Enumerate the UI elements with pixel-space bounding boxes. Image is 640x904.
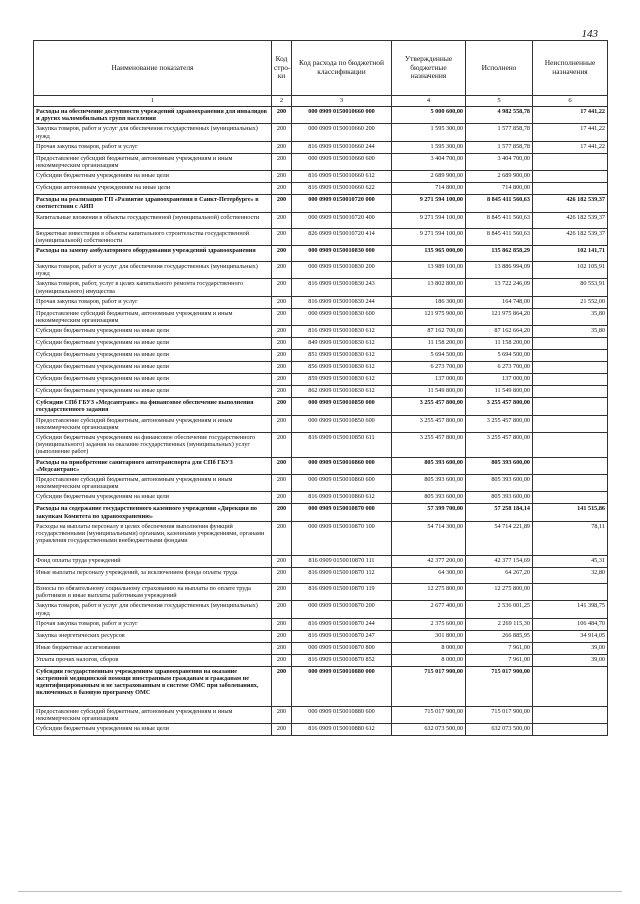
approved-amount-cell: 11 549 800,00	[392, 386, 466, 398]
line-code-cell: 200	[272, 183, 292, 195]
line-code-cell: 200	[272, 706, 292, 723]
approved-amount-cell: 42 377 200,00	[392, 555, 466, 567]
executed-amount-cell: 164 748,00	[466, 296, 533, 308]
line-code-cell: 200	[272, 141, 292, 153]
budget-code-cell: 000 0909 0150010850 600	[292, 415, 392, 432]
line-code-cell: 200	[272, 374, 292, 386]
unexecuted-amount-cell: 35,80	[533, 326, 608, 338]
line-code-cell: 200	[272, 362, 292, 374]
approved-amount-cell: 2 689 900,00	[392, 171, 466, 183]
indicator-name-cell: Субсидии бюджетным учреждениям на финансовое обеспечение государственного (муниципального) задания на оказание государственных (муниципальных) услуг (выполнение работ)	[34, 433, 272, 458]
unexecuted-amount-cell: 21 552,00	[533, 296, 608, 308]
approved-amount-cell: 12 275 800,00	[392, 583, 466, 600]
budget-code-cell: 859 0909 0150010830 612	[292, 374, 392, 386]
unexecuted-amount-cell: 106 484,70	[533, 618, 608, 630]
header-indicator-name: Наименование показателя	[34, 41, 272, 96]
budget-code-cell: 000 0909 0150010660 200	[292, 124, 392, 141]
indicator-name-cell: Расходы на выплаты персоналу в целях обеспечения выполнения функций государственными (муниципальными) органами, казенными учреждениями, органами управления государственными внебюджетными фондами	[34, 521, 272, 555]
executed-amount-cell: 12 275 800,00	[466, 583, 533, 600]
executed-amount-cell: 137 000,00	[466, 374, 533, 386]
table-row	[34, 374, 608, 386]
table-row	[34, 475, 608, 492]
table-row	[34, 415, 608, 432]
indicator-name-cell: Закупка энергетических ресурсов	[34, 630, 272, 642]
executed-amount-cell: 42 377 154,69	[466, 555, 533, 567]
header-executed: Исполнено	[466, 41, 533, 96]
budget-code-cell: 816 0909 0150010830 612	[292, 326, 392, 338]
column-number: 6	[533, 96, 608, 107]
table-row	[34, 706, 608, 723]
approved-amount-cell: 13 802 800,00	[392, 279, 466, 296]
approved-amount-cell: 186 300,00	[392, 296, 466, 308]
budget-code-cell: 816 0909 0150010830 243	[292, 279, 392, 296]
approved-amount-cell: 9 271 594 100,00	[392, 212, 466, 228]
table-row	[34, 326, 608, 338]
unexecuted-amount-cell	[533, 171, 608, 183]
table-row	[34, 492, 608, 504]
approved-amount-cell: 632 073 500,00	[392, 724, 466, 736]
line-code-cell: 200	[272, 654, 292, 666]
executed-amount-cell: 57 258 184,14	[466, 504, 533, 521]
line-code-cell: 200	[272, 350, 292, 362]
unexecuted-amount-cell: 426 182 539,37	[533, 195, 608, 212]
line-code-cell: 200	[272, 583, 292, 600]
unexecuted-amount-cell	[533, 386, 608, 398]
table-row	[34, 171, 608, 183]
indicator-name-cell: Предоставление субсидий бюджетным, автономным учреждениям и иным некоммерческим организациям	[34, 475, 272, 492]
indicator-name-cell: Расходы на обеспечение доступности учреждений здравоохранения для инвалидов и других маломобильных групп населения	[34, 107, 272, 124]
approved-amount-cell: 1 595 300,00	[392, 141, 466, 153]
approved-amount-cell: 805 393 600,00	[392, 457, 466, 474]
approved-amount-cell: 805 393 600,00	[392, 492, 466, 504]
budget-code-cell: 000 0909 0150010660 600	[292, 153, 392, 170]
executed-amount-cell: 6 273 700,00	[466, 362, 533, 374]
executed-amount-cell: 715 017 900,00	[466, 666, 533, 706]
budget-code-cell: 851 0909 0150010830 612	[292, 350, 392, 362]
line-code-cell: 200	[272, 228, 292, 245]
header-row	[34, 41, 608, 96]
approved-amount-cell: 137 000,00	[392, 374, 466, 386]
approved-amount-cell: 87 162 700,00	[392, 326, 466, 338]
executed-amount-cell: 714 800,00	[466, 183, 533, 195]
approved-amount-cell: 301 800,00	[392, 630, 466, 642]
executed-amount-cell: 8 845 411 560,63	[466, 212, 533, 228]
executed-amount-cell: 64 267,20	[466, 567, 533, 583]
indicator-name-cell: Прочая закупка товаров, работ и услуг	[34, 141, 272, 153]
unexecuted-amount-cell	[533, 398, 608, 415]
table-row	[34, 362, 608, 374]
column-number: 3	[292, 96, 392, 107]
approved-amount-cell: 64 300,00	[392, 567, 466, 583]
budget-code-cell: 862 0909 0150010830 612	[292, 386, 392, 398]
unexecuted-amount-cell	[533, 350, 608, 362]
unexecuted-amount-cell: 34 914,05	[533, 630, 608, 642]
executed-amount-cell: 1 577 858,78	[466, 124, 533, 141]
indicator-name-cell: Субсидии бюджетным учреждениям на иные цели	[34, 386, 272, 398]
column-number-row	[34, 96, 608, 107]
budget-code-cell: 816 0909 0150010870 112	[292, 567, 392, 583]
line-code-cell: 200	[272, 212, 292, 228]
budget-code-cell: 000 0909 0150010870 000	[292, 504, 392, 521]
budget-code-cell: 000 0909 0150010720 400	[292, 212, 392, 228]
approved-amount-cell: 11 158 200,00	[392, 338, 466, 350]
budget-code-cell: 816 0909 0150010850 611	[292, 433, 392, 458]
table-row	[34, 107, 608, 124]
approved-amount-cell: 8 000,00	[392, 654, 466, 666]
approved-amount-cell: 1 595 300,00	[392, 124, 466, 141]
executed-amount-cell: 805 393 600,00	[466, 457, 533, 474]
executed-amount-cell: 3 255 457 800,00	[466, 415, 533, 432]
unexecuted-amount-cell: 80 553,91	[533, 279, 608, 296]
approved-amount-cell: 3 255 457 800,00	[392, 398, 466, 415]
table-row	[34, 433, 608, 458]
table-row	[34, 521, 608, 555]
unexecuted-amount-cell: 17 441,22	[533, 141, 608, 153]
table-row	[34, 583, 608, 600]
executed-amount-cell: 805 393 600,00	[466, 492, 533, 504]
table-body	[34, 107, 608, 736]
executed-amount-cell: 13 886 994,09	[466, 262, 533, 279]
header-approved: Утвержденные бюджетные назначения	[392, 41, 466, 96]
unexecuted-amount-cell: 141 398,75	[533, 601, 608, 618]
line-code-cell: 200	[272, 338, 292, 350]
indicator-name-cell: Субсидии бюджетным учреждениям на иные цели	[34, 492, 272, 504]
budget-code-cell: 816 0909 0150010870 852	[292, 654, 392, 666]
executed-amount-cell: 3 404 700,00	[466, 153, 533, 170]
unexecuted-amount-cell	[533, 583, 608, 600]
line-code-cell: 200	[272, 433, 292, 458]
unexecuted-amount-cell: 102 141,71	[533, 246, 608, 262]
indicator-name-cell: Предоставление субсидий бюджетным, автономным учреждениям и иным некоммерческим организациям	[34, 706, 272, 723]
indicator-name-cell: Закупка товаров, работ и услуг для обеспечения государственных (муниципальных) нужд	[34, 601, 272, 618]
table-row	[34, 183, 608, 195]
table-row	[34, 724, 608, 736]
indicator-name-cell: Субсидии бюджетным учреждениям на иные цели	[34, 362, 272, 374]
table-row	[34, 567, 608, 583]
budget-code-cell: 816 0909 0150010870 244	[292, 618, 392, 630]
approved-amount-cell: 715 017 900,00	[392, 666, 466, 706]
budget-code-cell: 816 0909 0150010880 612	[292, 724, 392, 736]
approved-amount-cell: 135 965 000,00	[392, 246, 466, 262]
approved-amount-cell: 715 017 900,00	[392, 706, 466, 723]
budget-code-cell: 816 0909 0150010660 612	[292, 171, 392, 183]
line-code-cell: 200	[272, 601, 292, 618]
unexecuted-amount-cell	[533, 724, 608, 736]
executed-amount-cell: 7 961,00	[466, 654, 533, 666]
budget-code-cell: 000 0909 0150010860 600	[292, 475, 392, 492]
indicator-name-cell: Фонд оплаты труда учреждений	[34, 555, 272, 567]
table-row	[34, 642, 608, 654]
line-code-cell: 200	[272, 521, 292, 555]
table-row	[34, 228, 608, 245]
line-code-cell: 200	[272, 642, 292, 654]
unexecuted-amount-cell	[533, 338, 608, 350]
budget-code-cell: 000 0909 0150010660 000	[292, 107, 392, 124]
column-number: 1	[34, 96, 272, 107]
executed-amount-cell: 11 549 800,00	[466, 386, 533, 398]
indicator-name-cell: Субсидии государственным учреждениям здравоохранения на оказание экстренной медицинской помощи иностранным гражданам и гражданам не идентифицированным и не застрахованным в системе ОМС при заболеваниях, включенных в базовую программу ОМС	[34, 666, 272, 706]
indicator-name-cell: Предоставление субсидий бюджетным, автономным учреждениям и иным некоммерческим организациям	[34, 153, 272, 170]
indicator-name-cell: Расходы на реализацию ГП «Развитие здравоохранения в Санкт-Петербурге» в соответствии с АИП	[34, 195, 272, 212]
unexecuted-amount-cell: 45,31	[533, 555, 608, 567]
approved-amount-cell: 9 271 594 100,00	[392, 228, 466, 245]
unexecuted-amount-cell: 426 182 539,37	[533, 228, 608, 245]
approved-amount-cell: 2 677 400,00	[392, 601, 466, 618]
scan-edge-line	[18, 891, 622, 892]
page-number: 143	[581, 28, 598, 40]
line-code-cell: 200	[272, 475, 292, 492]
indicator-name-cell: Иные бюджетные ассигнования	[34, 642, 272, 654]
table-row	[34, 504, 608, 521]
budget-code-cell: 000 0909 0150010870 200	[292, 601, 392, 618]
unexecuted-amount-cell	[533, 492, 608, 504]
line-code-cell: 200	[272, 415, 292, 432]
approved-amount-cell: 121 975 900,00	[392, 308, 466, 325]
table-row	[34, 195, 608, 212]
unexecuted-amount-cell: 78,11	[533, 521, 608, 555]
executed-amount-cell: 266 885,95	[466, 630, 533, 642]
indicator-name-cell: Закупка товаров, работ и услуг для обеспечения государственных (муниципальных) нужд	[34, 124, 272, 141]
budget-code-cell: 000 0909 0150010850 000	[292, 398, 392, 415]
budget-code-cell: 000 0909 0150010830 200	[292, 262, 392, 279]
indicator-name-cell: Субсидии бюджетным учреждениям на иные цели	[34, 374, 272, 386]
table-row	[34, 141, 608, 153]
executed-amount-cell: 805 393 600,00	[466, 475, 533, 492]
table-row	[34, 212, 608, 228]
unexecuted-amount-cell	[533, 475, 608, 492]
unexecuted-amount-cell: 35,80	[533, 308, 608, 325]
executed-amount-cell: 1 577 858,78	[466, 141, 533, 153]
unexecuted-amount-cell	[533, 374, 608, 386]
indicator-name-cell: Расходы на приобретение санитарного автотранспорта для СПб ГБУЗ «Медсантранс»	[34, 457, 272, 474]
unexecuted-amount-cell: 102 105,91	[533, 262, 608, 279]
line-code-cell: 200	[272, 296, 292, 308]
table-row	[34, 555, 608, 567]
unexecuted-amount-cell	[533, 706, 608, 723]
executed-amount-cell: 8 845 411 560,63	[466, 228, 533, 245]
budget-code-cell: 000 0909 0150010830 000	[292, 246, 392, 262]
table-row	[34, 630, 608, 642]
table-row	[34, 457, 608, 474]
line-code-cell: 200	[272, 457, 292, 474]
table-row	[34, 246, 608, 262]
approved-amount-cell: 6 273 700,00	[392, 362, 466, 374]
approved-amount-cell: 54 714 300,00	[392, 521, 466, 555]
unexecuted-amount-cell: 17 441,22	[533, 124, 608, 141]
header-unexecuted: Неисполненные назначения	[533, 41, 608, 96]
line-code-cell: 200	[272, 555, 292, 567]
budget-code-cell: 000 0909 0150010880 600	[292, 706, 392, 723]
executed-amount-cell: 87 162 664,20	[466, 326, 533, 338]
executed-amount-cell: 13 722 246,09	[466, 279, 533, 296]
line-code-cell: 200	[272, 153, 292, 170]
indicator-name-cell: Закупка товаров, работ, услуг в целях капитального ремонта государственного (муниципального) имущества	[34, 279, 272, 296]
line-code-cell: 200	[272, 398, 292, 415]
indicator-name-cell: Субсидии бюджетным учреждениям на иные цели	[34, 350, 272, 362]
indicator-name-cell: Взносы по обязательному социальному страхованию на выплаты по оплате труда работников и иные выплаты работникам учреждений	[34, 583, 272, 600]
unexecuted-amount-cell: 141 515,86	[533, 504, 608, 521]
executed-amount-cell: 715 017 900,00	[466, 706, 533, 723]
budget-code-cell: 816 0909 0150010870 119	[292, 583, 392, 600]
column-number: 4	[392, 96, 466, 107]
indicator-name-cell: Бюджетные инвестиции в объекты капитального строительства государственной (муниципальной) собственности	[34, 228, 272, 245]
budget-code-cell: 816 0909 0150010870 111	[292, 555, 392, 567]
line-code-cell: 200	[272, 386, 292, 398]
approved-amount-cell: 805 393 600,00	[392, 475, 466, 492]
executed-amount-cell: 2 536 001,25	[466, 601, 533, 618]
table-row	[34, 153, 608, 170]
executed-amount-cell: 11 158 200,00	[466, 338, 533, 350]
line-code-cell: 200	[272, 262, 292, 279]
unexecuted-amount-cell: 39,00	[533, 642, 608, 654]
line-code-cell: 200	[272, 171, 292, 183]
table-row	[34, 308, 608, 325]
header-line-code: Код стро-ки	[272, 41, 292, 96]
approved-amount-cell: 57 399 700,00	[392, 504, 466, 521]
unexecuted-amount-cell: 17 441,22	[533, 107, 608, 124]
table-row	[34, 124, 608, 141]
line-code-cell: 200	[272, 107, 292, 124]
budget-code-cell: 816 0909 0150010870 247	[292, 630, 392, 642]
budget-execution-table	[33, 40, 608, 736]
indicator-name-cell: Субсидии бюджетным учреждениям на иные цели	[34, 338, 272, 350]
executed-amount-cell: 54 714 221,89	[466, 521, 533, 555]
indicator-name-cell: Субсидии СПб ГБУЗ «Медсантранс» на финансовое обеспечение выполнения государственного задания	[34, 398, 272, 415]
budget-code-cell: 856 0909 0150010830 612	[292, 362, 392, 374]
approved-amount-cell: 5 000 600,00	[392, 107, 466, 124]
unexecuted-amount-cell: 39,00	[533, 654, 608, 666]
budget-code-cell: 000 0909 0150010880 000	[292, 666, 392, 706]
table-row	[34, 618, 608, 630]
budget-code-cell: 000 0909 0150010870 100	[292, 521, 392, 555]
table-row	[34, 386, 608, 398]
indicator-name-cell: Прочая закупка товаров, работ и услуг	[34, 296, 272, 308]
line-code-cell: 200	[272, 195, 292, 212]
budget-code-cell: 000 0909 0150010720 000	[292, 195, 392, 212]
unexecuted-amount-cell	[533, 415, 608, 432]
table-row	[34, 601, 608, 618]
budget-code-cell: 000 0909 0150010870 800	[292, 642, 392, 654]
executed-amount-cell: 121 975 864,20	[466, 308, 533, 325]
budget-code-cell: 816 0909 0150010830 244	[292, 296, 392, 308]
approved-amount-cell: 5 694 500,00	[392, 350, 466, 362]
indicator-name-cell: Капитальные вложения в объекты государственной (муниципальной) собственности	[34, 212, 272, 228]
approved-amount-cell: 3 404 700,00	[392, 153, 466, 170]
indicator-name-cell: Субсидии автономным учреждениям на иные цели	[34, 183, 272, 195]
column-number: 5	[466, 96, 533, 107]
budget-code-cell: 826 0909 0150010720 414	[292, 228, 392, 245]
approved-amount-cell: 3 255 457 800,00	[392, 415, 466, 432]
indicator-name-cell: Прочая закупка товаров, работ и услуг	[34, 618, 272, 630]
indicator-name-cell: Расходы на содержание государственного казенного учреждения «Дирекция по закупкам Комитета по здравоохранению»	[34, 504, 272, 521]
unexecuted-amount-cell	[533, 433, 608, 458]
unexecuted-amount-cell	[533, 666, 608, 706]
line-code-cell: 200	[272, 124, 292, 141]
executed-amount-cell: 135 862 858,29	[466, 246, 533, 262]
line-code-cell: 200	[272, 279, 292, 296]
unexecuted-amount-cell	[533, 457, 608, 474]
executed-amount-cell: 2 689 900,00	[466, 171, 533, 183]
unexecuted-amount-cell: 32,80	[533, 567, 608, 583]
budget-code-cell: 816 0909 0150010660 622	[292, 183, 392, 195]
header-budget-code: Код расхода по бюджетной классификации	[292, 41, 392, 96]
column-number: 2	[272, 96, 292, 107]
table-row	[34, 350, 608, 362]
line-code-cell: 200	[272, 618, 292, 630]
unexecuted-amount-cell	[533, 362, 608, 374]
line-code-cell: 200	[272, 724, 292, 736]
approved-amount-cell: 9 271 594 100,00	[392, 195, 466, 212]
budget-code-cell: 849 0909 0150010830 612	[292, 338, 392, 350]
budget-code-cell: 000 0909 0150010860 000	[292, 457, 392, 474]
approved-amount-cell: 13 989 100,00	[392, 262, 466, 279]
table-row	[34, 666, 608, 706]
line-code-cell: 200	[272, 326, 292, 338]
line-code-cell: 200	[272, 308, 292, 325]
indicator-name-cell: Субсидии бюджетным учреждениям на иные цели	[34, 724, 272, 736]
table-row	[34, 338, 608, 350]
executed-amount-cell: 7 961,00	[466, 642, 533, 654]
indicator-name-cell: Субсидии бюджетным учреждениям на иные цели	[34, 171, 272, 183]
unexecuted-amount-cell	[533, 183, 608, 195]
executed-amount-cell: 632 073 500,00	[466, 724, 533, 736]
line-code-cell: 200	[272, 630, 292, 642]
executed-amount-cell: 3 255 457 800,00	[466, 398, 533, 415]
executed-amount-cell: 8 845 411 560,63	[466, 195, 533, 212]
indicator-name-cell: Уплата прочих налогов, сборов	[34, 654, 272, 666]
line-code-cell: 200	[272, 492, 292, 504]
approved-amount-cell: 8 000,00	[392, 642, 466, 654]
approved-amount-cell: 3 255 457 800,00	[392, 433, 466, 458]
line-code-cell: 200	[272, 504, 292, 521]
table-row	[34, 654, 608, 666]
executed-amount-cell: 2 269 115,30	[466, 618, 533, 630]
line-code-cell: 200	[272, 567, 292, 583]
budget-code-cell: 000 0909 0150010830 600	[292, 308, 392, 325]
indicator-name-cell: Предоставление субсидий бюджетным, автономным учреждениям и иным некоммерческим организациям	[34, 415, 272, 432]
unexecuted-amount-cell: 426 182 539,37	[533, 212, 608, 228]
table-row	[34, 398, 608, 415]
approved-amount-cell: 2 375 600,00	[392, 618, 466, 630]
table-row	[34, 279, 608, 296]
executed-amount-cell: 4 982 558,78	[466, 107, 533, 124]
budget-code-cell: 816 0909 0150010660 244	[292, 141, 392, 153]
budget-code-cell: 816 0909 0150010860 612	[292, 492, 392, 504]
indicator-name-cell: Субсидии бюджетным учреждениям на иные цели	[34, 326, 272, 338]
indicator-name-cell: Предоставление субсидий бюджетным, автономным учреждениям и иным некоммерческим организациям	[34, 308, 272, 325]
indicator-name-cell: Иные выплаты персоналу учреждений, за исключением фонда оплаты труда	[34, 567, 272, 583]
line-code-cell: 200	[272, 666, 292, 706]
executed-amount-cell: 3 255 457 800,00	[466, 433, 533, 458]
executed-amount-cell: 5 694 500,00	[466, 350, 533, 362]
line-code-cell: 200	[272, 246, 292, 262]
unexecuted-amount-cell	[533, 153, 608, 170]
indicator-name-cell: Закупка товаров, работ и услуг для обеспечения государственных (муниципальных) нужд	[34, 262, 272, 279]
table-row	[34, 262, 608, 279]
table-row	[34, 296, 608, 308]
approved-amount-cell: 714 800,00	[392, 183, 466, 195]
indicator-name-cell: Расходы на замену амбулаторного оборудования учреждений здравоохранения	[34, 246, 272, 262]
